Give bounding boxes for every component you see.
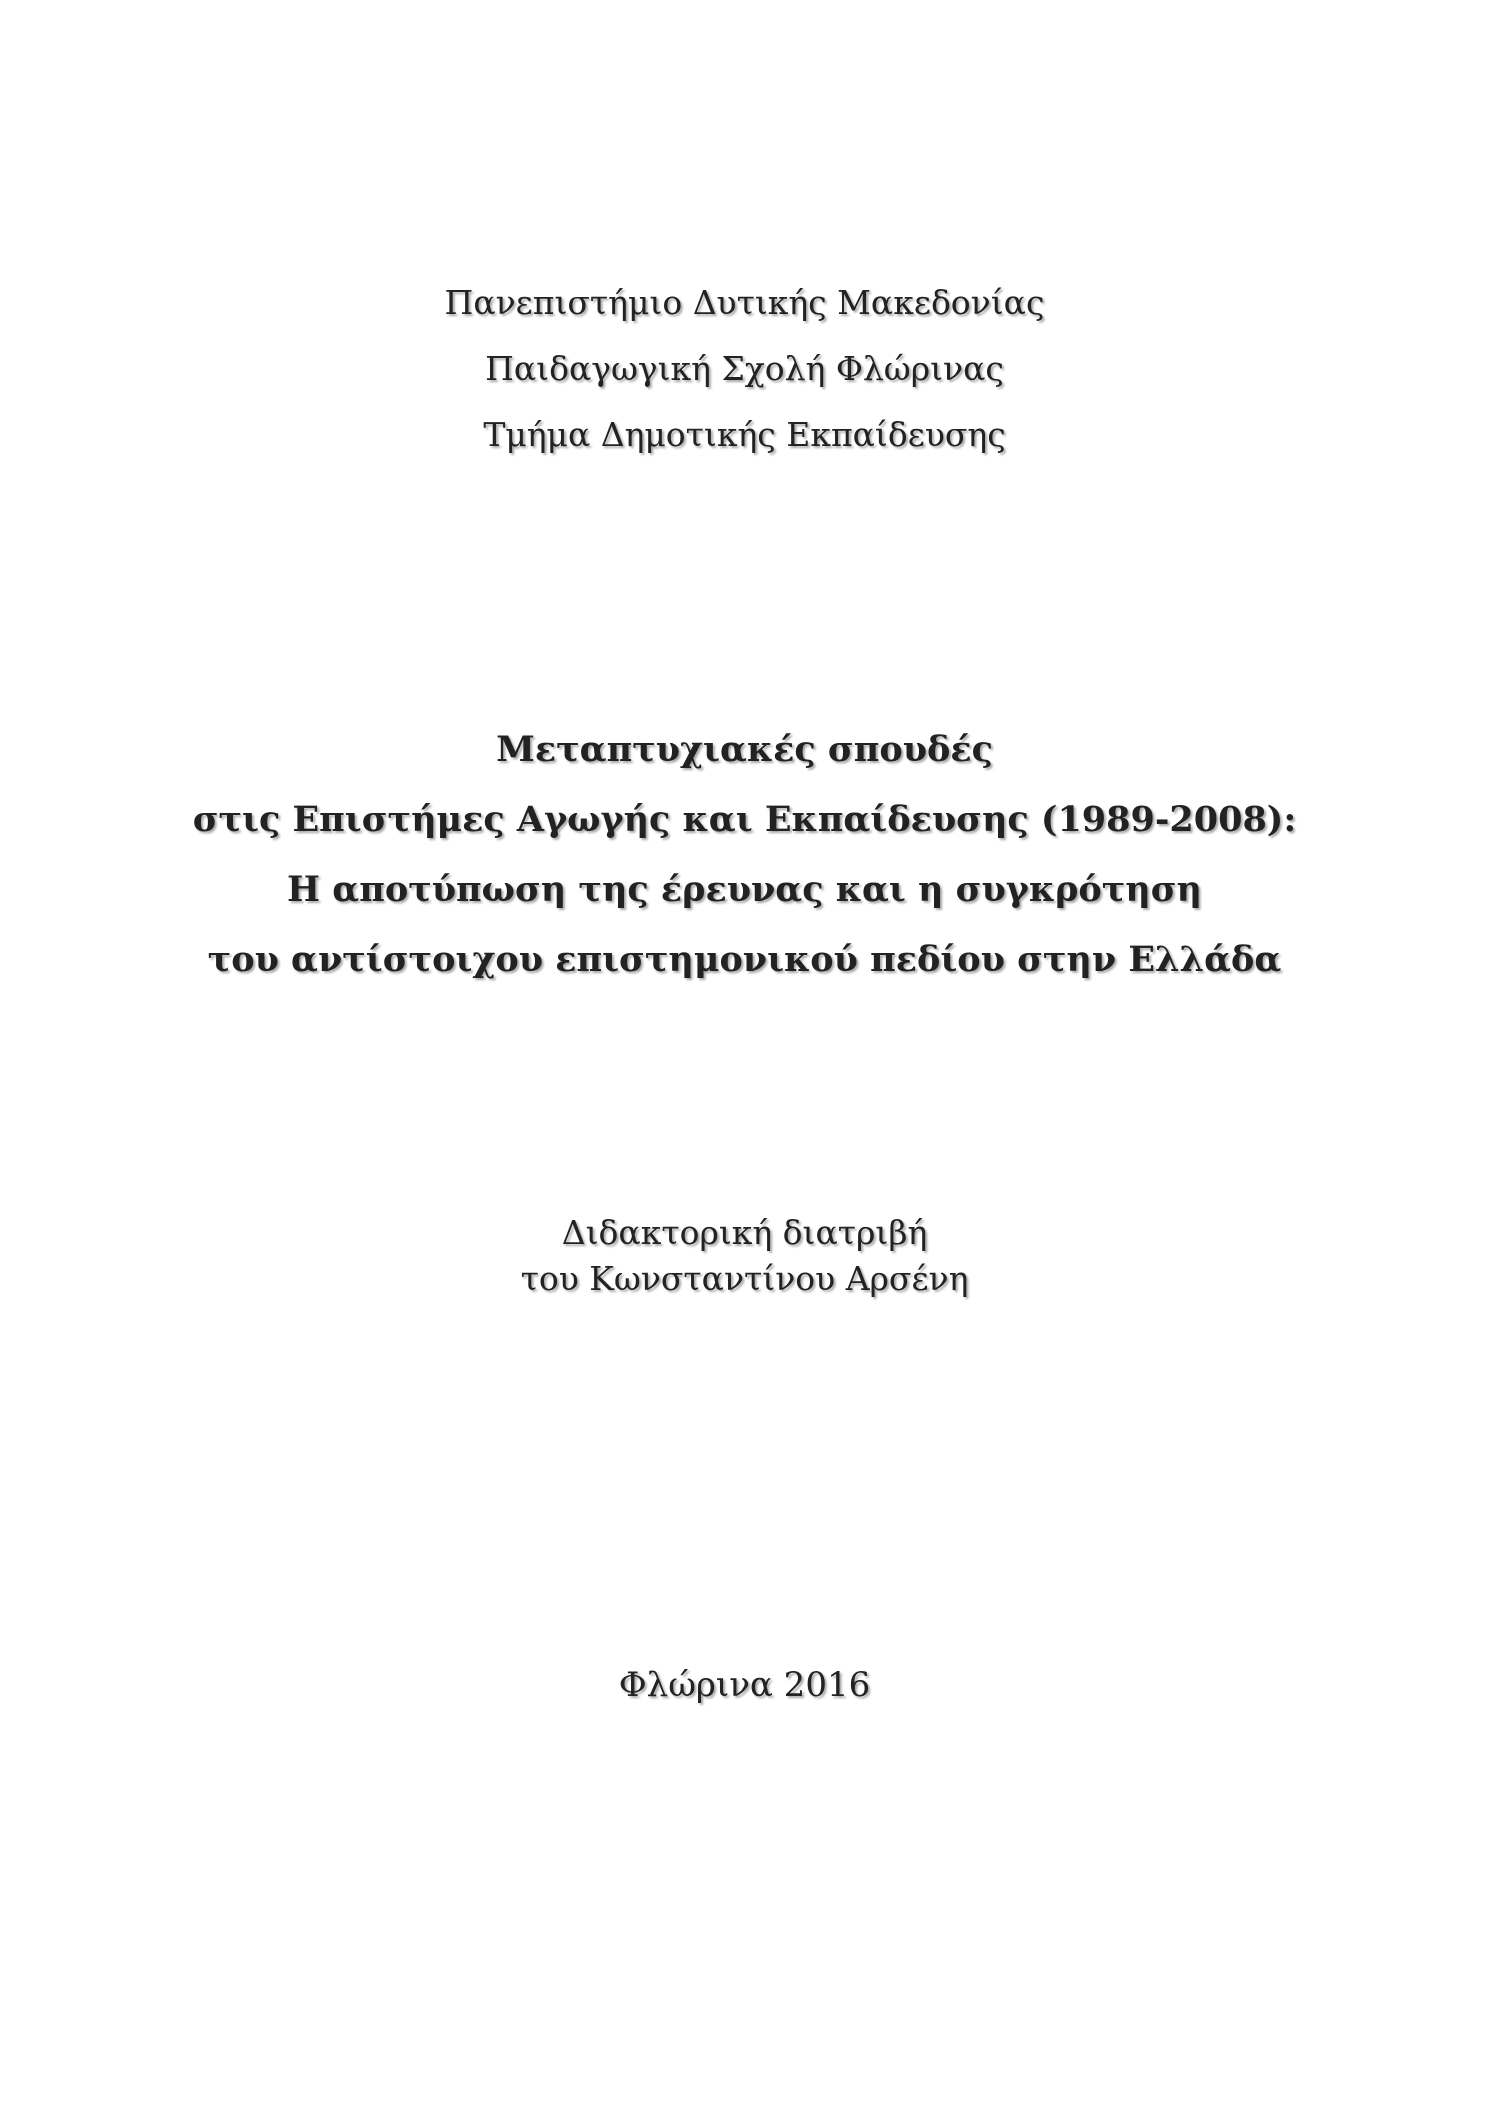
place-year-text: Φλώρινα 2016: [618, 1665, 871, 1705]
place-and-year: [0, 1660, 1489, 1710]
university-name: Πανεπιστήμιο Δυτικής Μακεδονίας: [444, 283, 1045, 322]
title-line-3: Η αποτύπωση της έρευνας και η συγκρότηση: [287, 869, 1202, 910]
thesis-author: του Κωνσταντίνου Αρσένη: [520, 1259, 969, 1298]
thesis-info: [0, 1210, 1489, 1302]
title-line-4: του αντίστοιχου επιστημονικού πεδίου στην Ελλάδα: [207, 939, 1282, 980]
school-name: Παιδαγωγική Σχολή Φλώρινας: [485, 349, 1004, 388]
institution-header: [0, 270, 1489, 468]
department-name: Τμήμα Δημοτικής Εκπαίδευσης: [483, 415, 1006, 454]
title-line-1: Μεταπτυχιακές σπουδές: [496, 729, 993, 770]
title-line-2: στις Επιστήμες Αγωγής και Εκπαίδευσης (1989-2008):: [192, 799, 1297, 840]
thesis-title: [0, 715, 1489, 995]
thesis-type: Διδακτορική διατριβή: [561, 1213, 928, 1252]
